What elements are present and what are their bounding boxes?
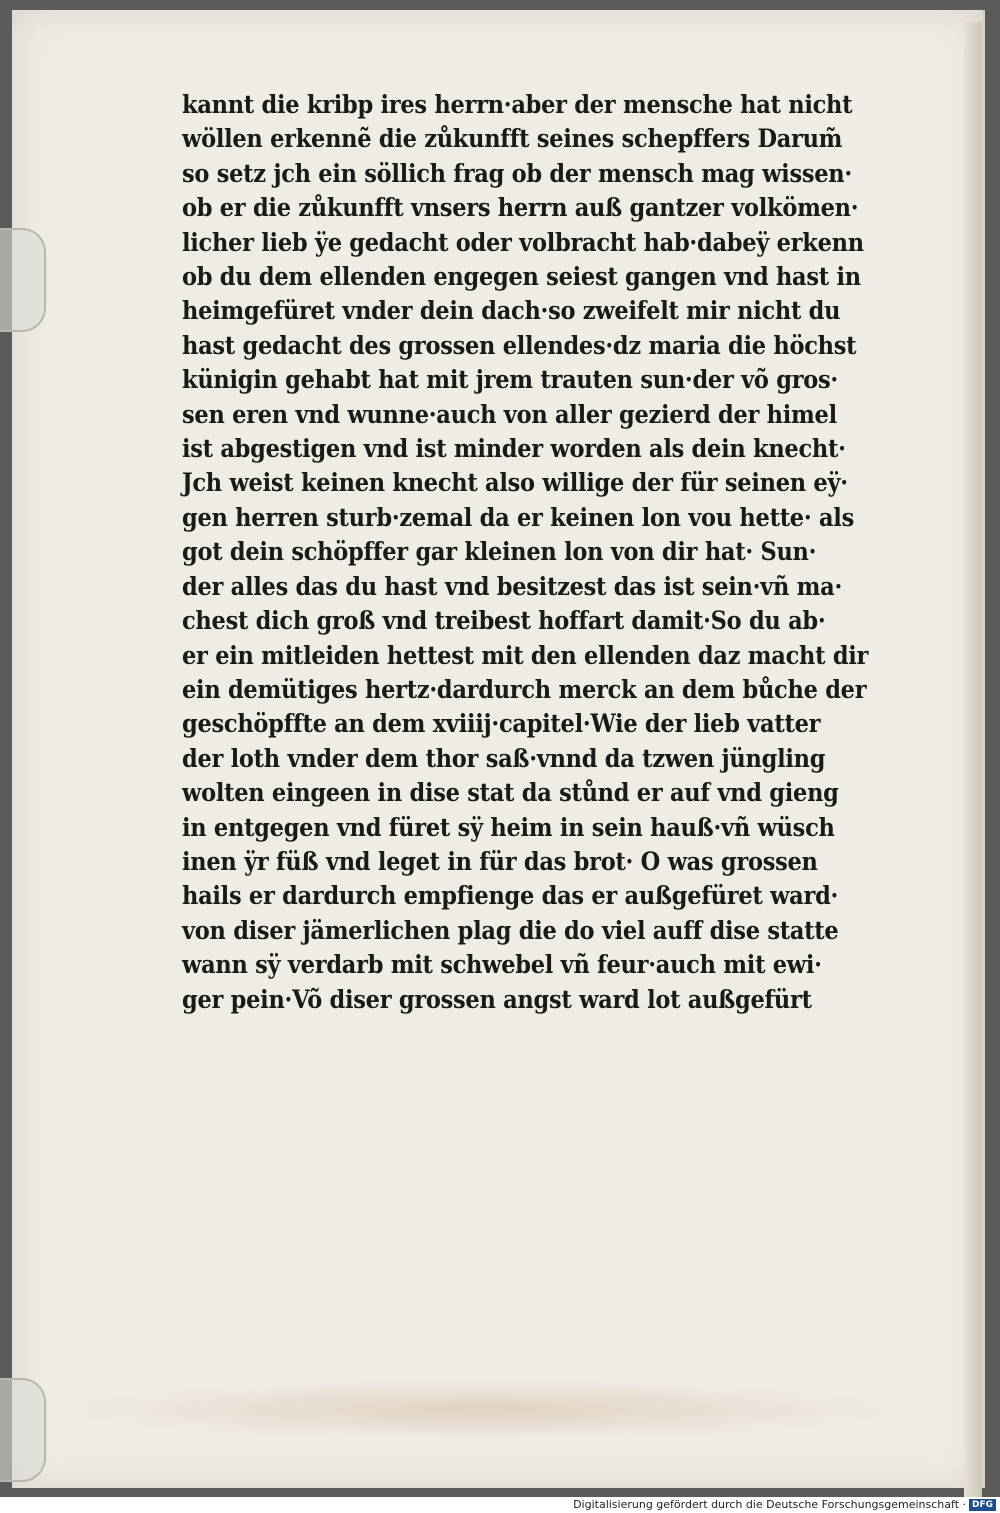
page-clip-top: [0, 228, 46, 332]
text-line: geschöpffte an dem xviiij·capitel·Wie der lieb vatter: [182, 709, 821, 739]
book-page: [12, 10, 985, 1488]
text-block: [182, 88, 872, 1017]
text-line: inen ÿr füß vnd leget in für das brot· O was grossen: [182, 846, 818, 876]
text-line: ein demütiges hertz·dardurch merck an dem bůche der: [182, 674, 867, 704]
text-line: wann sÿ verdarb mit schwebel vñ feur·auch mit ewi·: [182, 950, 822, 980]
text-line: hails er dardurch empfienge das er außgefüret ward·: [182, 881, 839, 911]
text-line: in entgegen vnd füret sÿ heim in sein hauß·vñ wüsch: [182, 812, 835, 842]
page-edge: [964, 22, 982, 1497]
page-clip-bottom: [0, 1378, 46, 1482]
text-line: der alles das du hast vnd besitzest das ist sein·vñ ma·: [182, 571, 843, 601]
text-line: heimgefüret vnder dein dach·so zweifelt mir nicht du: [182, 296, 841, 326]
funding-credit: Digitalisierung gefördert durch die Deutsche Forschungsgemeinschaft ·: [573, 1498, 966, 1511]
text-line: gen herren sturb·zemal da er keinen lon vou hette· als: [182, 502, 854, 532]
dfg-logo: DFG: [969, 1499, 996, 1511]
text-line: chest dich groß vnd treibest hoffart damit·So du ab·: [182, 606, 826, 636]
text-line: ger pein·Võ diser grossen angst ward lot außgefürt: [182, 984, 812, 1014]
text-line: sen eren vnd wunne·auch von aller gezierd der himel: [182, 399, 837, 429]
text-line: kannt die kribp ires herrn·aber der mensche hat nicht: [182, 90, 853, 119]
paper-stain: [52, 1380, 912, 1440]
text-line: wöllen erkennẽ die zůkunfft seines schepffers Darum̃: [182, 124, 843, 154]
text-line: der loth vnder dem thor saß·vnnd da tzwen jüngling: [182, 743, 826, 773]
text-line: ob er die zůkunfft vnsers herrn auß gantzer volkömen·: [182, 193, 859, 223]
text-line: künigin gehabt hat mit jrem trauten sun·der võ gros·: [182, 365, 838, 395]
text-line: ob du dem ellenden engegen seiest gangen vnd hast in: [182, 262, 861, 292]
text-line: Jch weist keinen knecht also willige der für seinen eÿ·: [182, 468, 848, 498]
text-line: licher lieb ÿe gedacht oder volbracht hab·dabeÿ erkenn: [182, 227, 864, 257]
text-line: got dein schöpffer gar kleinen lon von dir hat· Sun·: [182, 537, 817, 567]
text-line: er ein mitleiden hettest mit den ellenden daz macht dir: [182, 640, 869, 670]
text-line: so setz jch ein söllich frag ob der mensch mag wissen·: [182, 158, 852, 188]
text-line: ist abgestigen vnd ist minder worden als dein knecht·: [182, 434, 846, 464]
footer-bar: [0, 1497, 1000, 1513]
text-line: hast gedacht des grossen ellendes·dz maria die höchst: [182, 330, 857, 360]
text-line: wolten eingeen in dise stat da stůnd er auf vnd gieng: [182, 778, 839, 808]
text-line: von diser jämerlichen plag die do viel auff dise statte: [182, 915, 839, 945]
